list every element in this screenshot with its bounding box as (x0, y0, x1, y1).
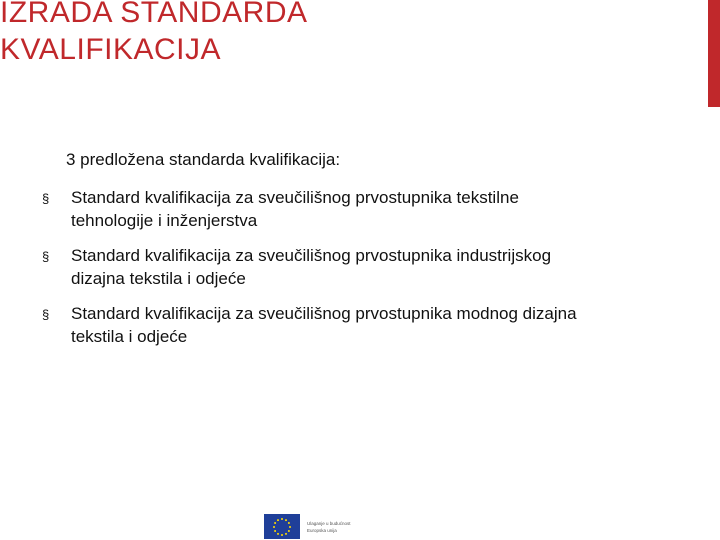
list-item-text: Standard kvalifikacija za sveučilišnog prvostupnika industrijskog dizajna tekstila i odjeće (71, 246, 552, 288)
list-item (42, 186, 602, 232)
list-item (42, 244, 602, 290)
slide-title (0, 0, 308, 68)
accent-bar (708, 0, 720, 107)
list-item-text: Standard kvalifikacija za sveučilišnog prvostupnika modnog dizajna tekstila i odjeće (71, 304, 577, 346)
logo-caption (307, 520, 351, 534)
list-item (42, 302, 602, 348)
slide-title-line-1: IZRADA STANDARDA (0, 0, 308, 29)
bullet-marker: § (42, 249, 50, 264)
bullet-list (42, 186, 602, 360)
list-item-text: Standard kvalifikacija za sveučilišnog prvostupnika tekstilne tehnologije i inženjerstva (71, 188, 519, 230)
eu-logo (264, 514, 351, 539)
logo-line-1: Ulaganje u budućnost (307, 520, 351, 526)
logo-line-2: Europska unija (307, 527, 337, 533)
eu-flag-icon (264, 514, 300, 539)
bullet-marker: § (42, 307, 50, 322)
bullet-marker: § (42, 191, 50, 206)
intro-text: 3 predložena standarda kvalifikacija: (66, 150, 341, 169)
eu-stars (272, 517, 292, 537)
slide-title-line-2: KVALIFIKACIJA (0, 33, 222, 66)
